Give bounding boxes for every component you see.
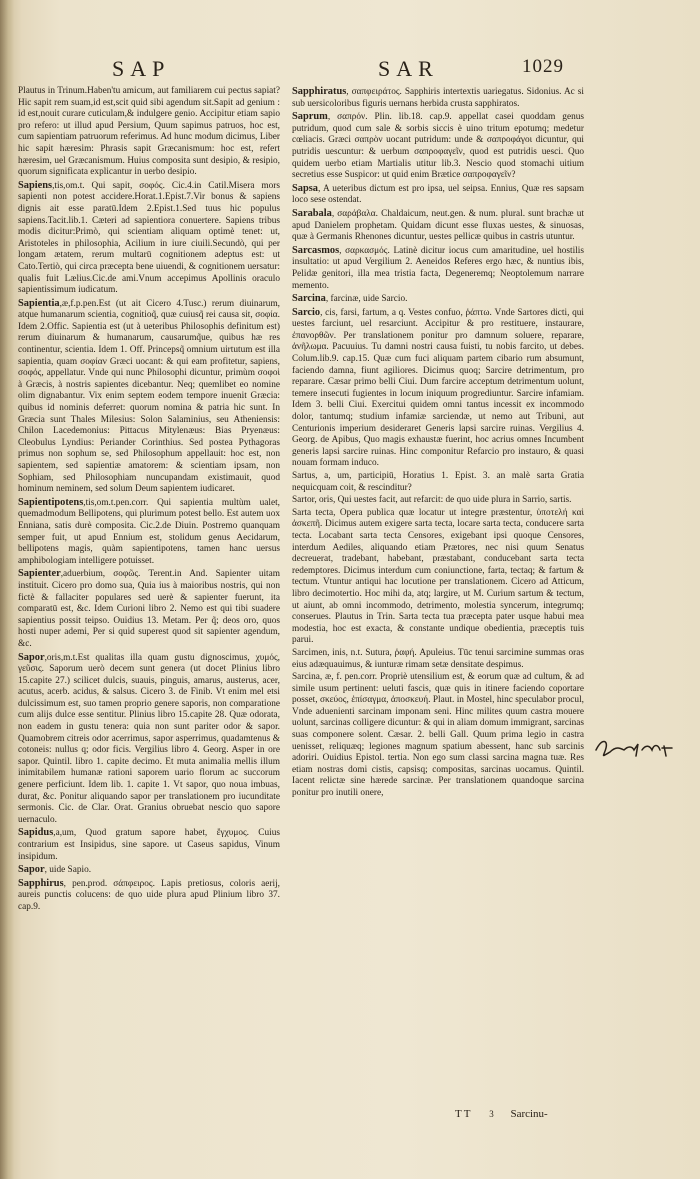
catchword: Sarcinu- (510, 1108, 548, 1120)
right-column (292, 86, 584, 800)
entry-text: Sarcina, æ, f. pen.corr. Propriè utensilium est, & eorum quæ ad cultum, & ad simile usum pertinent: ueluti fascis, quæ quis in itinere faciendo coportare posset, σκεύος, ἐπίσαγμα, ἀποσκευή. Plaut. in Mostel, hinc speculabor procul, Vnde aduenienti sarcinam imponam seni. Hinc milites quum castra mouere uolunt, sarcinas colligere dicuntur: & qui in aliam domum immigrant, sarcinas suas componere solent. Cæsar. 2. belli Gall. Quum prima legio in castra uenisset, reliquæq; legiones magnum spatium abessent, hanc sub sarcinis adoriri. Ouidius Epistol. tertia. Non ego sum classi sarcina magna tuæ. Res etiam nostras domi cistis, capsisq; compositas, sarcinas uocamus. Quintil. Iacent relictæ sine hærede sarcinæ. Per translationem quandoque sarcina ponitur pro inutili onere, (292, 672, 584, 799)
dictionary-entry (292, 293, 584, 306)
entry-lemma: Sarcasmos (292, 244, 340, 256)
entry-text: Plautus in Trinum.Haben'tu amicum, aut familiarem cui pectus sapiat? Hic sapit rem suam,id est,scit quid sibi agendum sit.Sapit ad genium : id est,nouit curare cuticulam,& indulgere genio. Accipitur etiam sapio pro refero: ut illud apud Persium, Quum sapimus patruos, hoc est, cum sapientiam patruorum referimus. Ad hunc modum dicimus, Liber hic sapit hæresim: Phrasis sapit Græcanismum: hoc est, refert hæresim, uel Græcanismum. Huius composita sunt desipio, & resipio, quorum significata explicantur in uerbo desipio. (18, 86, 280, 178)
entry-lemma: Sarabala (292, 207, 332, 219)
dictionary-entry (18, 180, 280, 297)
entry-text: Sartor, oris, Qui uestes facit, aut refarcit: de quo uide plura in Sarrio, sartis. (292, 495, 572, 506)
entry-text: , uide Sapio. (44, 865, 92, 876)
running-head-center: SAR (378, 56, 439, 81)
dictionary-entry (18, 864, 280, 877)
entry-text: , A ueteribus dictum est pro ipsa, uel seipsa. Ennius, Quæ res sapsam loco sese ostendat. (292, 183, 584, 206)
entry-lemma: Saprum (292, 111, 328, 123)
entry-text: ,a,um, Quod gratum sapore habet, ἔγχυμος. Cuius contrarium est Insipidus, sine sapore. ut Caseus sapidus, Vinum insipidum. (18, 828, 280, 862)
dictionary-entry (18, 827, 280, 863)
dictionary-entry (18, 497, 280, 568)
entry-text: ,tis,om.t.pen.corr. Qui sapientia multùm ualet, quemadmodum Bellipotens, qui plurimum potest bello. Est autem uox Enniana, satis durè composita. Cic.2.de Diuin. Postremo quanquam semper fuit, ut apud Ennium est, stolidum genus Aecidarum, bellipotens magis, quàm sapientipotens, tamen hanc uersus amphibologiam intelligere potuisset. (18, 497, 280, 566)
dictionary-entry (292, 208, 584, 244)
dictionary-entry (18, 652, 280, 827)
entry-text: , σαρκασμός. Latinè dicitur iocus cum amaritudine, uel hostilis insultatio: ut apud Vergilium 2. Aeneidos Referes ergo hæc, & nuntius ibis, Pelidæ genitori, illa mea tristia facta, Degeneremq; Neoptolemum narrare memento. (292, 245, 584, 291)
entry-text: ,tis,om.t. Qui sapit, σοφός. Cic.4.in Catil.Misera mors sapienti non potest accidere.Horat.1.Epist.7.Vir bonus & sapiens dignis ait esse paratū.Idem 2.Epist.1.Sed tuus hic populus sapiens.Tacit.lib.1. Cæteri ad sapientiora conuertere. Sapiens tribus modis dicitur:Primò, qui scientiam aliquam optimè tenet: ut, Aristoteles in philosophia, Acilium in iure ciuili.Secundò, qui per longam ætatem, rerum multarū cognitionem adeptus est: ut Cato.Tertiò, qui circa præcepta bene uiuendi, & cognitionem uersatur: qualis fuit Lælius.Cic.de ami.Vnum accepimus Apollinis oraculo sapientissimum iudicatum. (18, 180, 280, 296)
left-column (18, 86, 280, 914)
dictionary-entry (292, 183, 584, 207)
entry-lemma: Sapsa (292, 182, 318, 194)
dictionary-entry (292, 307, 584, 470)
entry-lemma: Sapientipotens (18, 496, 84, 508)
running-head-left: SAP (112, 56, 171, 81)
dictionary-entry (292, 245, 584, 292)
dictionary-entry (292, 648, 584, 671)
entry-lemma: Sapidus (18, 827, 54, 839)
dictionary-entry (292, 672, 584, 800)
page-footer (455, 1108, 548, 1120)
gutter-shadow (0, 0, 14, 1179)
entry-lemma: Sapiens (18, 179, 53, 191)
entry-lemma: Sapientia (18, 297, 60, 309)
page-number: 1029 (522, 56, 564, 77)
entry-text: ,aduerbium, σοφῶς. Terent.in And. Sapienter uitam instituit. Cicero pro domo sua, Quia ius à maioribus nostris, qui non fictè & fallaciter populares sed uerè & sapienter fuerunt, ita comparatū est, &c. Idem Curioni libro 2. Nemo est qui tibi suadere sapientius possit teipso. Ouidius 13. Metam. Per q̃; deos oro, quos hosti nuper ademi, Per si quid superest quod sit sapienter agendum, &c. (18, 569, 280, 649)
entry-text: , σαπρόν. Plin. lib.18. cap.9. appellat casei quoddam genus putridum, quod cum sale & sorbis siccis è uino tritum epotumq; medetur cœliacis. Græci σαπρὸν uocant putridum: unde & σαπροφάγοι dicuntur, qui putridis uescuntur: & uerbum σαπροφαγεῖν, quod est putridis uesci. Quo quidem uerbo etiam Martialis utitur lib.3. Nescio quod stomachi uitium secretius esse Suspicor: ut quid enim Brætice σαπροφαγεῖν? (292, 112, 584, 181)
entry-text: , σαράβαλα. Chaldaicum, neut.gen. & num. plural. sunt brachæ ut apud Danielem prophetam. Quidam dicunt esse fluxas uestes, & sinuosas, quæ à Germanis Rhenones dicuntur, uestes pellicæ quibus in castris utuntur. (292, 208, 584, 243)
entry-lemma: Sarcina (292, 293, 326, 305)
entry-lemma: Sapor (18, 651, 45, 663)
dictionary-entry (292, 471, 584, 494)
entry-text: ,æ,f.p.pen.Est (ut ait Cicero 4.Tusc.) rerum diuinarum, atque humanarum scientia, cognitioq̃, quæ cuiusq̃ rei causa sit, σοφία. Idem 2.Offic. Sapientia est (ut à ueteribus Philosophis definitum est) rerum diuinarum & humanarum, causarumq̃ue, quibus hæ res continentur, scientia. Idem 1. Off. Princepsq̃ omnium uirtutum est illa sapientia, quam σοφίαν Græci uocant: & qui eam profitetur, sapiens, σοφός, appellatur. Vnde qui nunc Philosophi dicuntur, primùm σοφοὶ à Græcis, à nostris sapientes dicebantur. Neq; quemlibet eo nomine olim dignabantur. Vix enim septem eodem tempore inuenit Græcia: quibus id nominis deferret: quorum nomina & patria hic sunt. In Græcia sunt Thales Milesius: Solon Salaminius, seu Atheniensis: Chilon Lacedemonius: Pittacus Mitylenæus: Bias Pryenæus: Cleobulus Lyndius: Periander Corinthius. Sed postea Pythagoras primus non sophum se, sed Philosophum appellauit: hoc est, non sapientem, sed sapientiæ amatorem: & scientiam ipsam, non Sophiam, sed Philosophiam nuncupandam existimauit, quod hominum neminem, sed solum Deum sapientem iudicaret. (18, 298, 280, 495)
dictionary-entry (18, 86, 280, 179)
dictionary-entry (18, 878, 280, 914)
entry-text: ,oris,m.t.Est qualitas illa quam gustu dignoscimus, χυμός, γεῦσις. Saporum uerò decem sunt genera (ut docet Plinius libro 15.capite 27.) scilicet dulcis, suauis, pinguis, amarus, austerus, acer, acutus, acerb. acidus, & salsus. Cicero 3. de Finib. Vt enim mel etsi dulcissimum est, suo tamen proprio genere saporis, non comparatione cum alijs dulce esse sentitur. Plinius libro 15.capite 28. Quæ odorata, non eadem in gustu tenera: quia non sunt pariter odor & sapor. Quamobrem citreis odor acerrimus, sapor asperrimus, quadamtenus & cotoneis: nullus q; odor ficis. Vergilius libro 4. Georg. Asper in ore sapor. Quintil. libro 1. capite decimo. Et muta animalia mellis illum inimitabilem humanæ rationi saporem uario florum ac succorum genere perficiunt. Idem lib. 1. capite 1. Vt sapor, quo noua imbuas, durat, &c. Ponitur aliquando sapor per translationem pro iucunditate sermonis. Cic. de Clar. Orat. Granius obruebat nescio quo sapore uernaculo. (18, 652, 280, 825)
handwritten-annotation-icon (592, 734, 682, 762)
signature-mark: TT (455, 1108, 473, 1120)
margin-handwriting (592, 734, 682, 762)
entry-text: Sartus, a, um, participiū, Horatius 1. Epist. 3. an malè sarta Gratia nequicquam coit, & rescinditur? (292, 471, 584, 493)
entry-text: , farcinæ, uide Sarcio. (325, 294, 408, 305)
entry-text: , pen.prod. σάπφειρος. Lapis pretiosus, coloris aerij, aureis punctis colucens: de quo uide plura apud Plinium libro 37. cap.9. (18, 878, 280, 912)
entry-lemma: Sapor (18, 864, 45, 876)
entry-lemma: Sarcio (292, 306, 321, 318)
dictionary-entry (292, 86, 584, 110)
entry-text: Sarta tecta, Opera publica quæ locatur ut integre præstentur, ὑποτελή καὶ ἀσκεπῆ. Dicimus autem exigere sarta tecta, locare sarta tecta, conducere sarta tecta. Locabant sarta tecta Censores, exigebant ipsi quoque Censores, interdum Aediles, aliquando etiam Prætores, nec nisi quum Senatus decreuerat, tradebant, habebant, præstabant, conducebant sarta tecta redemptores. Dicimus interdum cum coniunctione, farta, tectaq; & fartum & tectum. Vtuntur antiqui hac locutione per translationem. Cicero ad Atticum, libro decimotertio. Hoc mihi da, atq; largire, ut M. Curium sartum & tectum, ut aiunt, ab omni incommodo, detrimento, molestia syncerum, integrumq; conserues. Plautus in Trin. Sarta tecta tua præcepta pater usque habui mea modestia, hoc est exacta, & constante undique obedientia, præceptis tuis parui. (292, 507, 584, 646)
entry-text: , cis, farsi, fartum, a q. Vestes confuo, ῥάπτω. Vnde Sartores dicti, qui uestes farciunt, uel resarciunt. Accipitur & pro restituere, instaurare, ἐπανορθῶν. Per translationem ponitur pro damnum soluere, reparare, ἀνῆλωμα. Pacuuius. Tu damni nostri causa fuisti, tu nobis farcito, ut debes. Colum.lib.9. cap.15. Quæ cum fuci aliquam partem cibario rum absumunt, faciendo damna, fiunt agiliores. Dicimus quoq; Sarcire detrimentum, pro reparare. Cæsar primo belli Ciui. Dum farcire acceptum detrimentum uolunt, temere insecuti fugientes in locum iniquum progrediuntur. Sarcire infamiam. Idem 3. belli Ciui. Exercitui quidem omni tantus incessit ex incommodo dolor, tantumq; studium infamiæ sarciendæ, ut nemo aut Tribuni, aut Centurionis imperium desideraret Generis lapsi sarcire ruinas. Vergilius 4. Georg. de Apibus, Quo magis exhaustæ fuerint, hoc acrius omnes Incumbent generis lapsi sarcire ruinas. Hinc componitur Refarcio pro instauro, & quasi nouam formam induco. (292, 307, 584, 469)
dictionary-entry (292, 495, 584, 507)
dictionary-entry (18, 568, 280, 650)
entry-lemma: Sapphiratus (292, 86, 347, 97)
entry-lemma: Sapphirus (18, 877, 64, 889)
entry-lemma: Sapienter (18, 568, 61, 580)
dictionary-entry (292, 508, 584, 647)
dictionary-entry (18, 298, 280, 496)
entry-text: , σαπφειράτος. Sapphiris intertextis uariegatus. Sidonius. Ac si sub uersicoloribus figuris uernans herbida crusta sapphiratos. (292, 87, 584, 109)
entry-text: Sarcimen, inis, n.t. Sutura, ῥαφή. Apuleius. Tūc tenui sarcimine summas oras eius adæquauimus, & iunturæ rimam setæ densitate despimus. (292, 647, 584, 670)
signature-number: 3 (489, 1109, 494, 1119)
dictionary-entry (292, 111, 584, 182)
